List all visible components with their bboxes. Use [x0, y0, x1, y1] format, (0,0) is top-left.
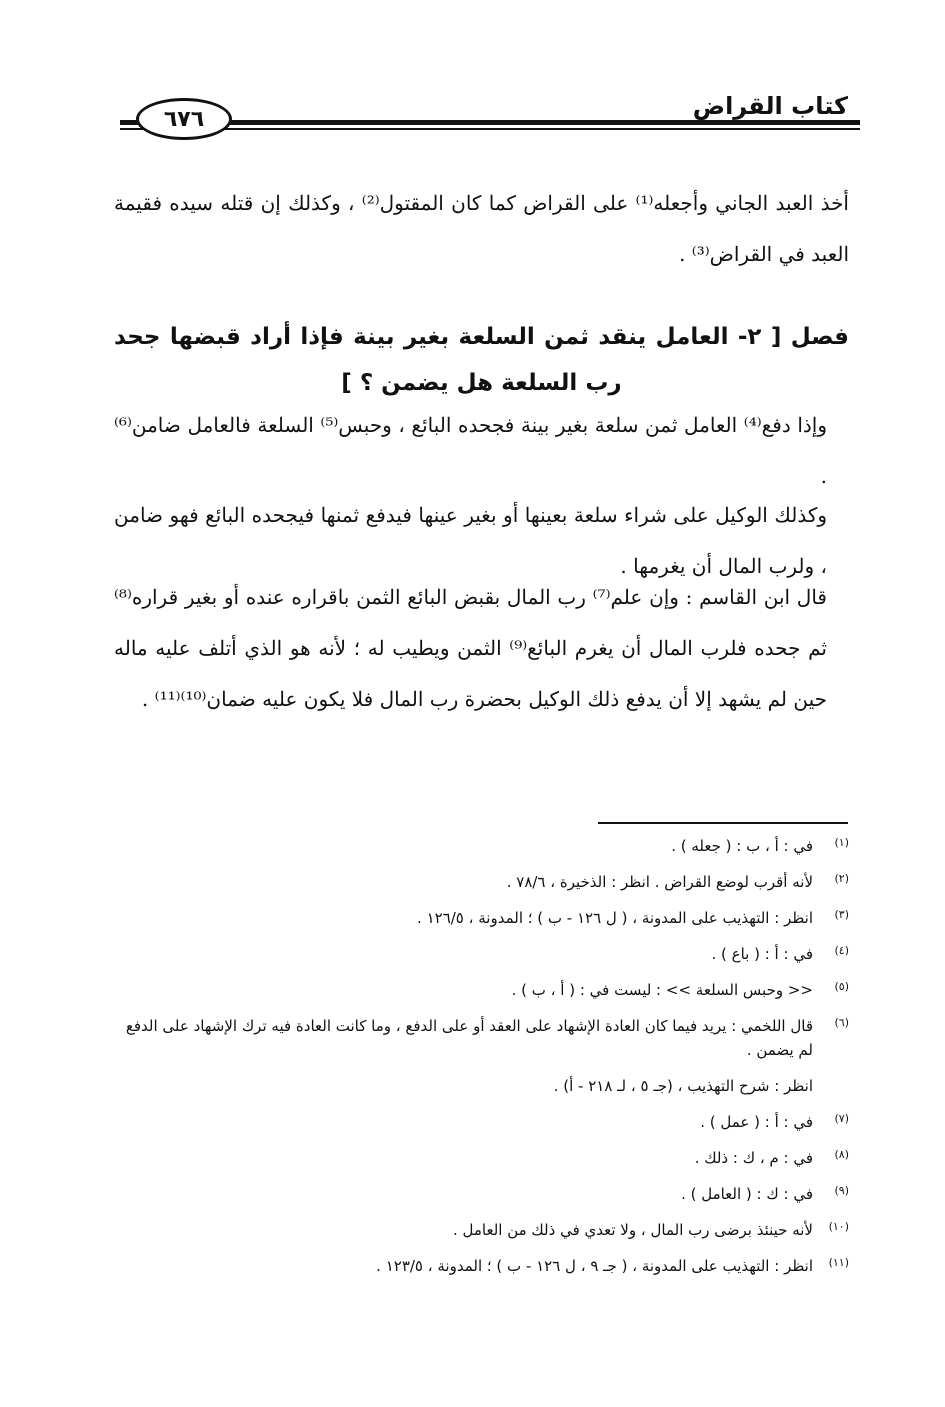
footnote: [114, 1182, 849, 1206]
footnote-text: في : أ : ( باع ) .: [711, 945, 813, 963]
section-heading: فصل [ ٢- العامل ينقد ثمن السلعة بغير بينة فإذا أراد قبضها جحد رب السلعة هل يضمن ؟ ]: [114, 324, 849, 396]
footnote-text: انظر : التهذيب على المدونة ، ( جـ ٩ ، ل ١٢٦ - ب ) ؛ المدونة ، ١٢٣/٥ .: [376, 1257, 813, 1275]
footnote: [114, 1254, 849, 1278]
footnote-number: (٨): [834, 1148, 849, 1161]
paragraph-1: [114, 178, 849, 280]
footnote-text: انظر : التهذيب على المدونة ، ( ل ١٢٦ - ب ) ؛ المدونة ، ١٢٦/٥ .: [417, 909, 813, 927]
footnote-number: (١): [834, 836, 849, 849]
paragraph-4: [114, 572, 849, 725]
paragraph-4-text: قال ابن القاسم : وإن علم⁽⁷⁾ رب المال بقبض البائع الثمن باقراره عنده أو بغير قراره⁽⁸⁾ ثم جحده فلرب المال أن يغرم البائع⁽⁹⁾ الثمن ويطيب له ؛ لأنه هو الذي أتلف عليه ماله حين لم يشهد إلا أن يدفع ذلك الوكيل بحضرة رب المال فلا يكون عليه ضمان⁽¹⁰⁾⁽¹¹⁾ .: [114, 585, 827, 711]
footnote: [114, 942, 849, 966]
paragraph-2-text: وإذا دفع⁽⁴⁾ العامل ثمن سلعة بغير بينة فجحده البائع ، وحبس⁽⁵⁾ السلعة فالعامل ضامن⁽⁶⁾ .: [114, 413, 828, 488]
footnote-number: (٤): [834, 944, 849, 957]
footnote: [114, 978, 849, 1002]
header-rule-thin: [120, 128, 860, 130]
footnote-number: (٢): [834, 872, 849, 885]
footnote-number: (٥): [834, 980, 849, 993]
footnote-text: في : ك : ( العامل ) .: [681, 1185, 813, 1203]
footnote: [114, 1110, 849, 1134]
footnote: [114, 906, 849, 930]
page-number-badge: [136, 98, 232, 140]
footnotes: [114, 834, 849, 1290]
footnote-text: لأنه حينئذ برضى رب المال ، ولا تعدي في ذلك من العامل .: [452, 1221, 813, 1239]
book-title: كتاب القراض: [687, 92, 854, 120]
footnote: [114, 1014, 849, 1098]
footnote-text: قال اللخمي : يريد فيما كان العادة الإشهاد على العقد أو على الدفع ، وما كانت العادة فيه ترك الإشهاد على الدفع لم يضمن .: [125, 1017, 813, 1059]
paragraph-3-text: وكذلك الوكيل على شراء سلعة بعينها أو بغير عينها فيدفع ثمنها فيجحده البائع فهو ضامن ، ولرب المال أن يغرمها .: [114, 503, 827, 578]
footnote-text: في : م ، ك : ذلك .: [694, 1149, 813, 1167]
footnote-number: (١٠): [828, 1220, 849, 1233]
footnote-number: (٦): [834, 1016, 849, 1029]
footnote-separator: [598, 822, 848, 824]
paragraph-1-text: أخذ العبد الجاني وأجعله⁽¹⁾ على القراض كما كان المقتول⁽²⁾ ، وكذلك إن قتله سيده فقيمة العبد في القراض⁽³⁾ .: [114, 191, 849, 266]
footnote: [114, 870, 849, 894]
footnote-number: (٣): [834, 908, 849, 921]
footnote: [114, 1146, 849, 1170]
footnote-number: (١١): [828, 1256, 849, 1269]
footnote-number: (٩): [834, 1184, 849, 1197]
footnote-number: (٧): [834, 1112, 849, 1125]
footnote: [114, 1218, 849, 1242]
footnote-text: في : أ ، ب : ( جعله ) .: [671, 837, 813, 855]
footnote-text: في : أ : ( عمل ) .: [700, 1113, 813, 1131]
page-number: ٦٧٦: [163, 106, 205, 132]
footnote: [114, 834, 849, 858]
paragraph-2: [114, 400, 849, 502]
footnote-text: لأنه أقرب لوضع القراض . انظر : الذخيرة ، ٧٨/٦ .: [506, 873, 813, 891]
footnote-text: << وحبس السلعة >> : ليست في : ( أ ، ب ) .: [511, 981, 813, 999]
footnote-text-continued: انظر : شرح التهذيب ، (جـ ٥ ، لـ ٢١٨ - أ) .: [553, 1077, 813, 1095]
page-header: [120, 86, 860, 150]
